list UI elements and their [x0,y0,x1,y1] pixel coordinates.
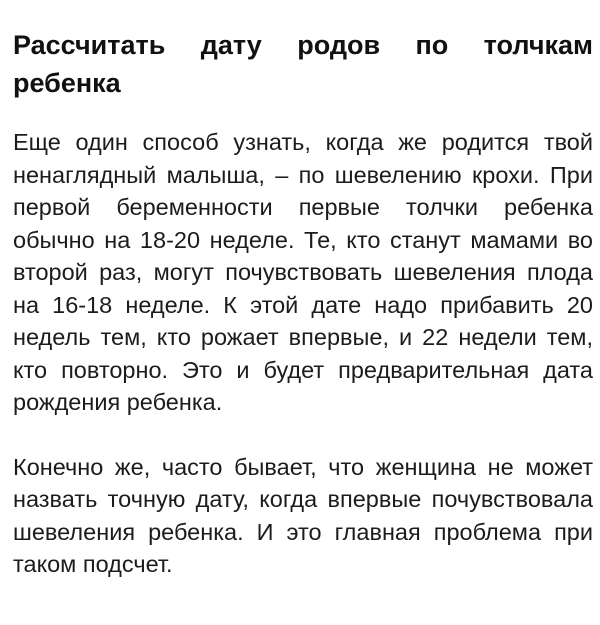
article-heading: Рассчитать дату родов по толчкам ребенка [13,30,593,98]
article [13,26,593,581]
article-paragraph-2: Конечно же, часто бывает, что женщина не может назвать точную дату, когда впервые почувствовала шевеления ребенка. И это главная проблема при таком подсчет. [13,453,593,577]
article-paragraph-1: Еще один способ узнать, когда же родится твой ненаглядный малыша, – по шевелению крохи. При первой беременности первые толчки ребенка обычно на 18-20 неделе. Те, кто станут мамами во второй раз, могут почувствовать шевеления плода на 16-18 неделе. К этой дате надо прибавить 20 недель тем, кто рожает впервые, и 22 недели тем, кто повторно. Это и будет предварительная дата рождения ребенка. [13,129,593,415]
